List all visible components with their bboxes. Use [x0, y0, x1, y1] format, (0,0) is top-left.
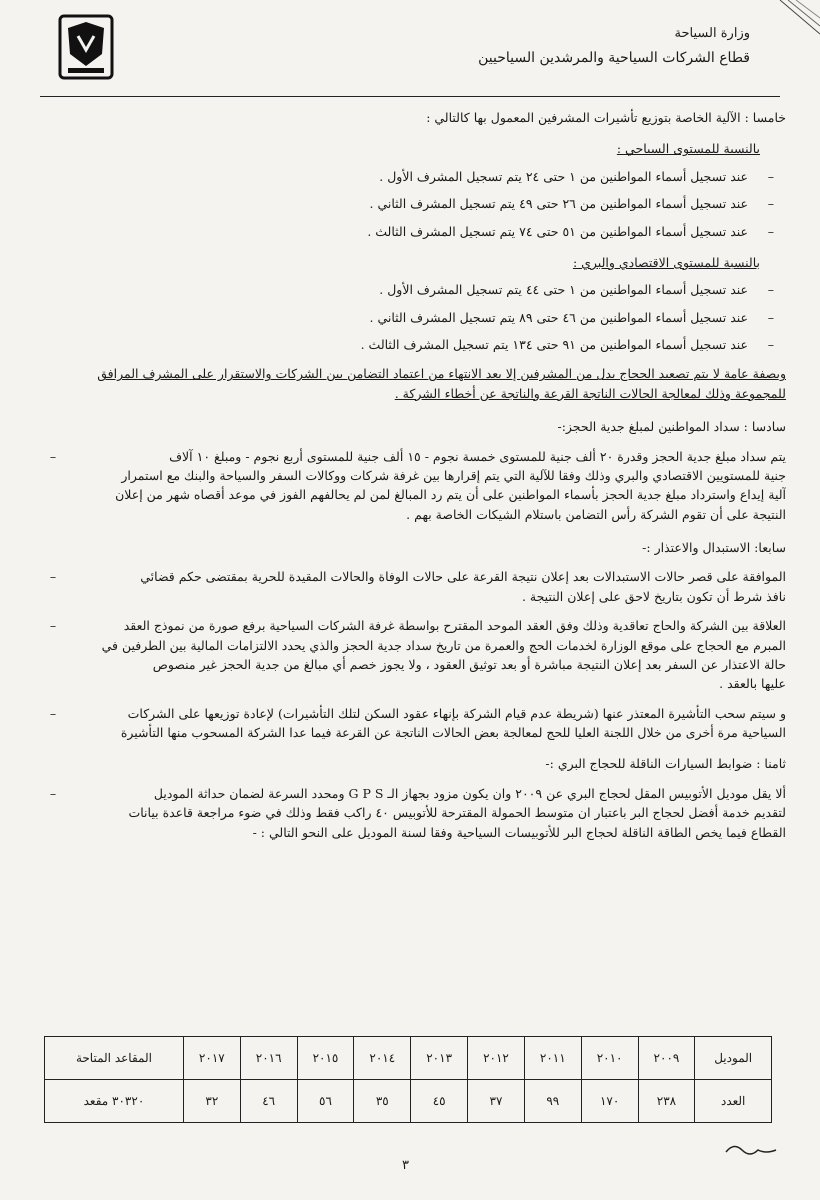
table-cell: ٢٠١٠ [581, 1037, 638, 1080]
section-title-seventh: سابعا: الاستبدال والاعتذار :- [642, 540, 786, 555]
section-title-fifth: خامسا : الآلية الخاصة بتوزيع تأشيرات المشرفين المعمول بها كالتالي : [426, 110, 786, 125]
table-cell: ٢٠١٣ [411, 1037, 468, 1080]
table-cell: ٢٠١٧ [183, 1037, 240, 1080]
table-cell: ٩٩ [524, 1080, 581, 1123]
list-item: – و سيتم سحب التأشيرة المعتذر عنها (شريطة عدم قيام الشركة بإنهاء عقود السكن لتلك التأشيرات) لإعادة توزيعها على الشركات السياحية مرة أخرى من خلال اللجنة العليا للحج لمعالجة بعض الحالات الناتجة عن القرعة فيما عدا الشركة المسحوب منها التأشيرة [49, 705, 786, 740]
list-item: –عند تسجيل أسماء المواطنين من ١ حتى ٢٤ يتم تسجيل المشرف الأول . [379, 168, 774, 184]
table-cell: ٢٠٠٩ [638, 1037, 695, 1080]
table-cell: ٤٥ [411, 1080, 468, 1123]
ministry-emblem-icon [58, 14, 114, 80]
page-number: ٣ [402, 1158, 409, 1173]
list-item: –عند تسجيل أسماء المواطنين من ٩١ حتى ١٣٤ يتم تسجيل المشرف الثالث . [360, 337, 774, 352]
list-item: – العلاقة بين الشركة والحاج تعاقدية وذلك وفق العقد الموحد المقترح بواسطة غرفة الشركات السياحية برفع صورة من نموذج العقد المبرم مع الحجاج على موقع الوزارة لخدمات الحج والعمرة من تاريخ سداد جدية الحجز والذي يحدد الالتزامات المالية بين الطرفين في حالة الاعتذار عن السفر بعد إعلان النتيجة مباشرة أو بعد توثيق العقود ، ولا يجوز خصم أي مبالغ من جدية الحجز غير منصوص عليها بالعقد . [49, 618, 786, 692]
document-body [42, 104, 786, 842]
signature-mark [724, 1138, 778, 1158]
section-title-eighth: ثامنا : ضوابط السيارات الناقلة للحجاج البري :- [545, 756, 786, 772]
table-row [45, 1080, 772, 1123]
table-cell: ٢٠١١ [524, 1037, 581, 1080]
table-cell: ٢٣٨ [638, 1080, 695, 1123]
list-item: –عند تسجيل أسماء المواطنين من ٤٦ حتى ٨٩ يتم تسجيل المشرف الثاني . [369, 309, 774, 325]
table-cell: المقاعد المتاحة [45, 1037, 184, 1080]
table-cell: ١٧٠ [581, 1080, 638, 1123]
table-cell: ٢٠١٢ [468, 1037, 525, 1080]
economic-level-title: بالنسبة للمستوى الاقتصادي والبري : [572, 254, 760, 270]
table-cell: ٣٥ [354, 1080, 411, 1123]
table-cell: ٢٠١٦ [240, 1037, 297, 1080]
list-item: –عند تسجيل أسماء المواطنين من ١ حتى ٤٤ يتم تسجيل المشرف الأول . [379, 282, 774, 298]
list-item: – يتم سداد مبلغ جدية الحجز وقدرة ٢٠ ألف جنية للمستوى خمسة نجوم - ١٥ ألف جنية للمستوى أربع نجوم - ومبلغ ١٠ آلاف جنية للمستويين الاقتصادي والبري وذلك وفقا للآلية التي يتم إقرارها بين غرفة شركات ووكالات السفر والسياحة والبنك مع استمرار آلية إيداع واسترداد مبلغ جدية الحجز بأسماء المواطنين على أن يتم رد المبالغ لمن لم يحالفهم الفوز في موعد أقصاه شهر من إعلان النتيجة على أن تقوم الشركة رأس التضامن باستلام الشيكات الخاصة بهم . [49, 448, 786, 522]
list-item: –عند تسجيل أسماء المواطنين من ٥١ حتى ٧٤ يتم تسجيل المشرف الثالث . [367, 223, 774, 239]
general-note: وبصفة عامة لا يتم تصعيد الحجاج بدل من المشرفين إلا بعد الانتهاء من اعتماد التضامن بين الشركات والاستقرار على المشرف المرافق للمجموعة وذلك لمعالجة الحالات الناتجة القرعة والناتجة عن أخطاء الشركة . [97, 366, 786, 401]
table-cell: ٣٠٣٢٠ مقعد [45, 1080, 184, 1123]
table-cell: ٢٠١٤ [354, 1037, 411, 1080]
table-cell: ٣٢ [183, 1080, 240, 1123]
table-cell: العدد [695, 1080, 772, 1123]
tourist-level-title: بالنسبة للمستوى السياحي : [616, 141, 760, 157]
table-cell: الموديل [695, 1037, 772, 1080]
list-item: – الموافقة على قصر حالات الاستبدالات بعد إعلان نتيجة القرعة على حالات الوفاة والحالات المقيدة للحرية بمقتضى حكم قضائي نافذ شرط أن تكون بتاريخ لاحق على إعلان النتيجة . [49, 569, 786, 604]
table-cell: ٢٠١٥ [297, 1037, 354, 1080]
bus-models-table [44, 1036, 772, 1123]
table-cell: ٣٧ [468, 1080, 525, 1123]
table-row [45, 1037, 772, 1080]
table-cell: ٥٦ [297, 1080, 354, 1123]
page-fold-mark [760, 0, 820, 40]
section-title-sixth: سادسا : سداد المواطنين لمبلغ جدية الحجز:- [557, 419, 786, 435]
header-divider [40, 96, 780, 97]
sector-name: قطاع الشركات السياحية والمرشدين السياحيين [478, 50, 750, 66]
table-cell: ٤٦ [240, 1080, 297, 1123]
list-item: – ألا يقل موديل الأتوبيس المقل لحجاج البري عن ٢٠٠٩ وان يكون مزود بجهاز الـ G P S ومحدد السرعة لضمان حداثة الموديل لتقديم خدمة أفضل لحجاج البر باعتبار ان متوسط الحمولة المقترحة للأتوبيس ٤٠ راكب فقط وذلك في ضوء مراجعة قاعدة بيانات القطاع فيما يخص الطاقة الناقلة لحجاج البر للأتوبيسات السياحية وفقا لسنة الموديل على النحو التالي : - [49, 785, 786, 840]
ministry-name: وزارة السياحة [674, 26, 750, 41]
list-item: –عند تسجيل أسماء المواطنين من ٢٦ حتى ٤٩ يتم تسجيل المشرف الثاني . [369, 196, 774, 212]
